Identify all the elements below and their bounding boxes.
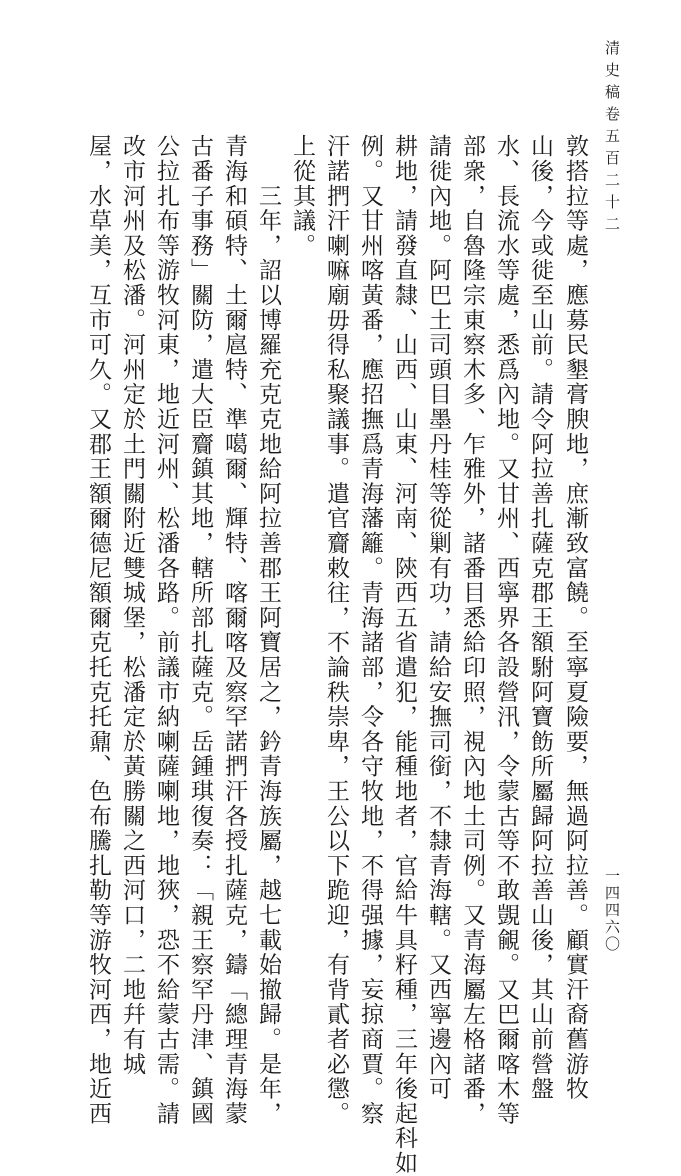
text-column-8: 汗諾捫汗喇嘛廟毋得私聚議事。遣官齎敕往，不論秩崇卑，王公以下跪迎，有背貳者必懲。 [323, 134, 349, 1126]
text-column-15: 屋，水草美，互市可久。又郡王額爾德尼額爾克托克托鼐、色布騰扎勒等游牧河西，地近西 [85, 134, 111, 1126]
running-header-title: 清史稿卷五百二十二 [603, 40, 621, 238]
text-column-9: 上從其議。 [289, 134, 315, 258]
text-column-10: 三年，詔以博羅充克克地給阿拉善郡王阿寶居之，鈐青海族屬，越七載始撤歸。是年， [255, 134, 281, 1126]
text-column-2: 山後，今或徙至山前。請令阿拉善扎薩克郡王額駙阿寶飭所屬歸阿拉善山後，其山前營盤 [527, 134, 553, 1102]
text-column-4: 部衆，自魯隆宗東察木多、乍雅外，諸番目悉給印照，視內地土司例。又青海屬左格諸番， [459, 134, 485, 1126]
text-column-6: 耕地，請發直隸、山西、山東、河南、陝西五省遣犯，能種地者，官給牛具籽種，三年後起科如 [391, 134, 417, 1176]
text-column-11: 青海和碩特、土爾扈特、準噶爾、輝特、喀爾喀及察罕諾捫汗各授扎薩克，鑄「總理青海蒙 [221, 134, 247, 1126]
text-column-13: 公拉扎布等游牧河東，地近河州、松潘各路。前議市納喇薩喇地，地狹，恐不給蒙古需。請 [153, 134, 179, 1126]
text-column-14: 改市河州及松潘。河州定於土門關附近雙城堡，松潘定於黃勝關之西河口，二地幷有城 [119, 134, 145, 1077]
page-number: 一四四六〇 [603, 868, 621, 953]
text-column-12: 古番子事務」關防，遣大臣齎鎮其地，轄所部扎薩克。岳鍾琪復奏：「親王察罕丹津、鎮國 [187, 134, 213, 1126]
text-column-7: 例。又甘州喀黃番，應招撫爲青海藩籬。青海諸部，令各守牧地，不得强據，妄掠商賈。察 [357, 134, 383, 1126]
text-column-1: 敦搭拉等處，應募民墾膏腴地，庶漸致富饒。至寧夏險要，無過阿拉善。顧實汗裔舊游牧 [562, 134, 588, 1102]
text-column-3: 水、長流水等處，悉爲內地。又甘州、西寧界各設營汛，令蒙古等不敢覬覦。又巴爾喀木等 [493, 134, 519, 1126]
text-column-5: 請徙內地。阿巴土司頭目墨丹桂等從剿有功，請給安撫司銜，不隸青海轄。又西寧邊內可 [425, 134, 451, 1102]
